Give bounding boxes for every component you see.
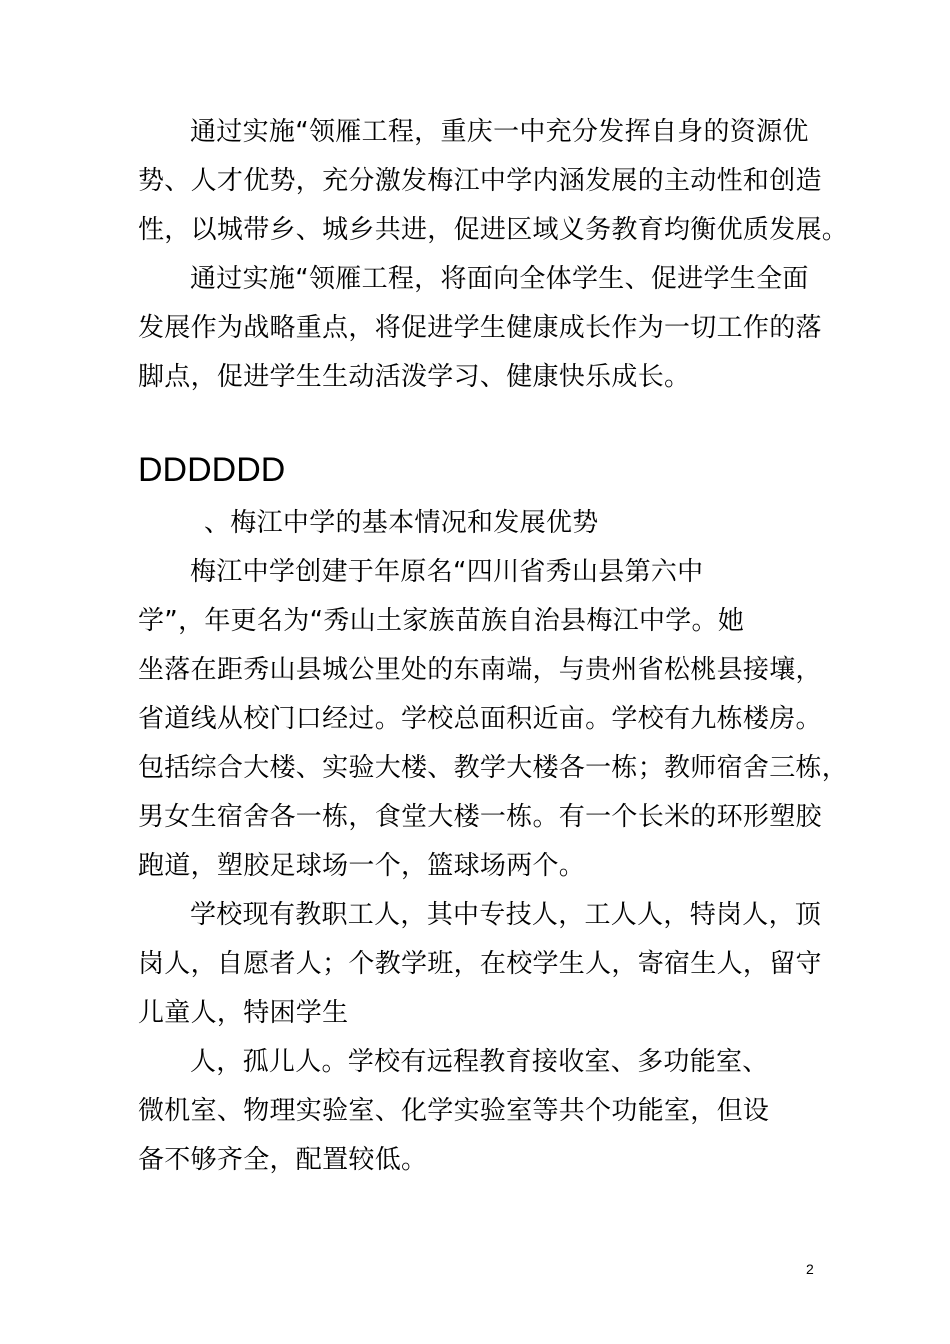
paragraph-2-line-3: 脚点，促进学生生动活泼学习、健康快乐成长。 bbox=[138, 362, 691, 392]
body-line-4: 省道线从校门口经过。学校总面积近亩。学校有九栋楼房。 bbox=[138, 704, 822, 734]
body-line-5: 包括综合大楼、实验大楼、教学大楼各一栋；教师宿舍三栋， bbox=[138, 753, 849, 783]
body-line-10: 儿童人，特困学生 bbox=[138, 998, 349, 1028]
paragraph-2-line-2: 发展作为战略重点，将促进学生健康成长作为一切工作的落 bbox=[138, 313, 822, 343]
paragraph-1-line-2: 势、人才优势，充分激发梅江中学内涵发展的主动性和创造 bbox=[138, 166, 822, 196]
body-line-9: 岗人，自愿者人；个教学班，在校学生人，寄宿生人，留守 bbox=[138, 949, 822, 979]
body-line-8: 学校现有教职工人，其中专技人，工人人，特岗人，顶 bbox=[190, 900, 822, 930]
body-line-6: 男女生宿舍各一栋，食堂大楼一栋。有一个长米的环形塑胶 bbox=[138, 802, 822, 832]
paragraph-1-line-1: 通过实施“领雁工程，重庆一中充分发挥自身的资源优 bbox=[190, 117, 809, 147]
body-line-13: 备不够齐全，配置较低。 bbox=[138, 1145, 428, 1175]
body-line-2: 学”，年更名为“秀山土家族苗族自治县梅江中学。她 bbox=[138, 606, 745, 636]
paragraph-2-line-1: 通过实施“领雁工程，将面向全体学生、促进学生全面 bbox=[190, 264, 809, 294]
section-subheading: 、梅江中学的基本情况和发展优势 bbox=[204, 508, 599, 538]
body-line-7: 跑道，塑胶足球场一个，篮球场两个。 bbox=[138, 851, 586, 881]
paragraph-1-line-3: 性，以城带乡、城乡共进，促进区域义务教育均衡优质发展。 bbox=[138, 215, 849, 245]
body-line-12: 微机室、物理实验室、化学实验室等共个功能室，但设 bbox=[138, 1096, 770, 1126]
body-line-3: 坐落在距秀山县城公里处的东南端，与贵州省松桃县接壤， bbox=[138, 655, 822, 685]
section-heading: DDDDDD bbox=[138, 451, 286, 489]
page-number: 2 bbox=[806, 1261, 814, 1277]
body-line-11: 人，孤儿人。学校有远程教育接收室、多功能室、 bbox=[190, 1047, 769, 1077]
body-line-1: 梅江中学创建于年原名“四川省秀山县第六中 bbox=[190, 557, 704, 587]
